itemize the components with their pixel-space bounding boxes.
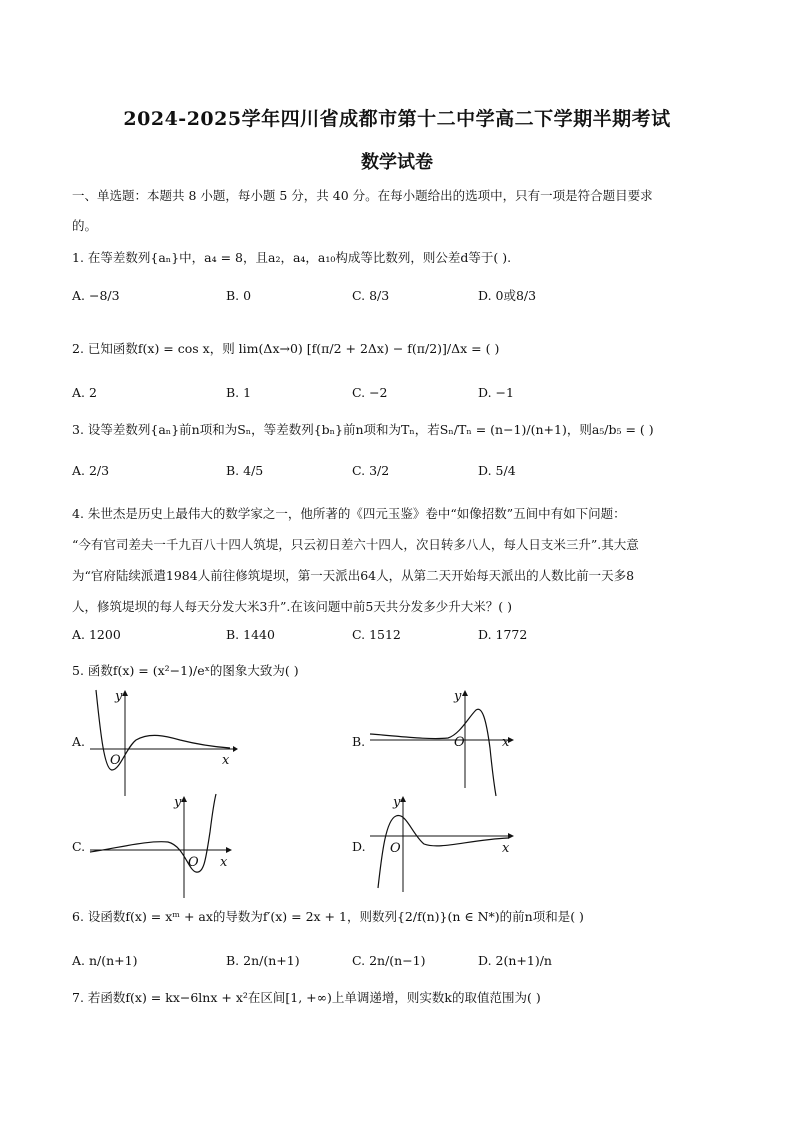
q1-option-b: B. 0: [226, 288, 252, 303]
q4-option-a: A. 1200: [72, 627, 121, 642]
q6-option-a: A. n/(n+1): [72, 953, 138, 968]
q4-option-d: D. 1772: [478, 627, 528, 642]
q3-option-a: A. 2/3: [72, 463, 110, 478]
q2-option-d: D. −1: [478, 385, 514, 400]
origin-label: O: [188, 855, 199, 870]
q5-graph-a: [88, 688, 238, 798]
x-axis-label: x: [222, 753, 230, 768]
origin-label: O: [390, 841, 401, 856]
q4-option-c: C. 1512: [352, 627, 401, 642]
q5-label-d: D.: [352, 839, 366, 854]
origin-label: O: [454, 735, 465, 750]
question-5: 5. 函数f(x) = (x²−1)/eˣ的图象大致为( ): [72, 663, 299, 678]
section-heading-cont: 的。: [72, 218, 98, 233]
q1-option-a: A. −8/3: [72, 288, 120, 303]
q2-option-b: B. 1: [226, 385, 252, 400]
origin-label: O: [110, 753, 121, 768]
y-axis-label: y: [115, 689, 123, 704]
question-4-line-3: 为“官府陆续派遣1984人前往修筑堤坝，第一天派出64人，从第二天开始每天派出的人数比前一天多8: [72, 568, 635, 583]
question-6: 6. 设函数f(x) = xᵐ + ax的导数为f′(x) = 2x + 1，则数列{2/f(n)}(n ∈ N*)的前n项和是( ): [72, 909, 584, 924]
q2-option-c: C. −2: [352, 385, 388, 400]
q5-graph-b: [368, 688, 518, 798]
q1-option-d: D. 0或8/3: [478, 288, 537, 303]
x-axis-label: x: [502, 735, 510, 750]
y-axis-label: y: [174, 795, 182, 810]
q2-option-a: A. 2: [72, 385, 97, 400]
q6-option-d: D. 2(n+1)/n: [478, 953, 552, 968]
y-axis-label: y: [454, 689, 462, 704]
question-1: 1. 在等差数列{aₙ}中，a₄ = 8，且a₂，a₄，a₁₀构成等比数列，则公差d等于( ).: [72, 250, 512, 265]
q5-label-a: A.: [72, 734, 86, 749]
x-axis-label: x: [502, 841, 510, 856]
q3-option-b: B. 4/5: [226, 463, 264, 478]
question-4-line-1: 4. 朱世杰是历史上最伟大的数学家之一，他所著的《四元玉鉴》卷中“如像招数”五间中有如下问题：: [72, 506, 626, 521]
q5-label-b: B.: [352, 734, 366, 749]
question-4-line-4: 人，修筑堤坝的每人每天分发大米3升”.在该问题中前5天共分发多少升大米？( ): [72, 599, 512, 614]
q5-graph-d: [368, 792, 518, 902]
question-7: 7. 若函数f(x) = kx−6lnx + x²在区间[1, +∞)上单调递增，则实数k的取值范围为( ): [72, 990, 541, 1005]
exam-title: 2024-2025学年四川省成都市第十二中学高二下学期半期考试: [123, 108, 671, 130]
q5-label-c: C.: [72, 839, 86, 854]
exam-subtitle: 数学试卷: [361, 152, 433, 173]
q4-option-b: B. 1440: [226, 627, 275, 642]
section-heading: 一、单选题：本题共 8 小题，每小题 5 分，共 40 分。在每小题给出的选项中，只有一项是符合题目要求: [72, 188, 653, 203]
q5-graph-c: [88, 792, 238, 902]
q6-option-b: B. 2n/(n+1): [226, 953, 300, 968]
q3-option-d: D. 5/4: [478, 463, 516, 478]
x-axis-label: x: [220, 855, 228, 870]
question-2: 2. 已知函数f(x) = cos x，则 lim(Δx→0) [f(π/2 + 2Δx) − f(π/2)]/Δx = ( ): [72, 341, 500, 356]
question-4-line-2: “今有官司差夫一千九百八十四人筑堤，只云初日差六十四人，次日转多八人，每人日支米三升”.其大意: [72, 537, 639, 552]
q3-option-c: C. 3/2: [352, 463, 390, 478]
y-axis-label: y: [393, 795, 401, 810]
question-3: 3. 设等差数列{aₙ}前n项和为Sₙ，等差数列{bₙ}前n项和为Tₙ，若Sₙ/Tₙ = (n−1)/(n+1)，则a₅/b₅ = ( ): [72, 422, 654, 437]
q6-option-c: C. 2n/(n−1): [352, 953, 426, 968]
q1-option-c: C. 8/3: [352, 288, 390, 303]
